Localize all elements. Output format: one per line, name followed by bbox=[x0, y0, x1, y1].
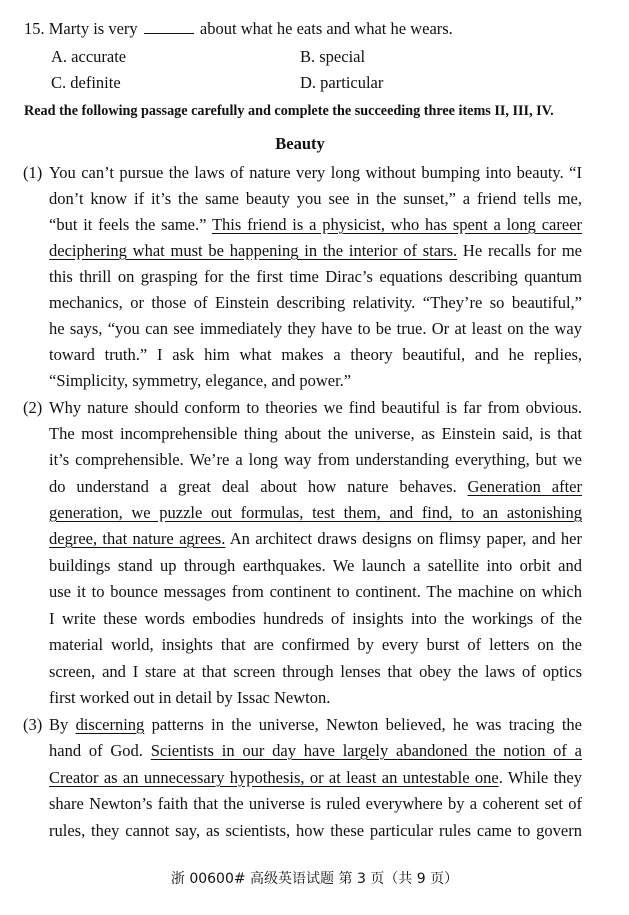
underlined-text: Generation after bbox=[467, 477, 582, 496]
answer-blank bbox=[144, 19, 194, 34]
passage-line: don’t know if it’s the same beauty you see in the sunset,” a friend tells me, bbox=[49, 189, 582, 208]
passage-line bbox=[49, 500, 582, 526]
passage-line: degree, that nature agrees. An architect draws designs on flimsy paper, and her bbox=[49, 529, 582, 548]
underlined-text: discerning bbox=[75, 715, 145, 734]
passage-line: he says, “you can see immediately they have to be true. Or at least on the way bbox=[49, 319, 582, 338]
paragraph-number: (3) bbox=[23, 715, 43, 734]
passage-line: I write these words embodies hundreds of insights into the workings of the bbox=[49, 609, 582, 628]
passage-line: hand of God. Scientists in our day have largely abandoned the notion of a bbox=[49, 741, 582, 760]
paragraph-number: (2) bbox=[23, 398, 43, 417]
underlined-text: generation, we puzzle out formulas, test them, and find, to an astonishing bbox=[49, 503, 582, 522]
passage-line: first worked out in detail by Issac Newton. bbox=[49, 688, 331, 707]
passage-title: Beauty bbox=[275, 134, 325, 153]
paragraph-number: (1) bbox=[23, 163, 43, 182]
underlined-text: Scientists in our day have largely abandoned the notion of a bbox=[150, 741, 582, 760]
passage-line: Creator as an unnecessary hypothesis, or at least an untestable one. While they bbox=[49, 768, 582, 787]
passage-line: deciphering what must be happening in the interior of stars. He recalls for me bbox=[49, 241, 582, 260]
option-d: D. particular bbox=[300, 73, 384, 92]
underlined-text: degree, that nature agrees. bbox=[49, 529, 226, 548]
passage-line: mechanics, or those of Einstein describing relativity. “They’re so beautiful,” bbox=[49, 293, 582, 312]
question-15-stem bbox=[24, 18, 453, 40]
passage-line: The most incomprehensible thing about the universe, as Einstein said, is that bbox=[49, 424, 582, 443]
question-stem-before: 15. Marty is very bbox=[24, 19, 138, 38]
passage-line: it’s comprehensible. We’re a long way from understanding everything, but we bbox=[49, 450, 582, 469]
passage-line: rules, they cannot say, as scientists, how these particular rules came to govern bbox=[49, 821, 582, 840]
option-b: B. special bbox=[300, 47, 366, 66]
passage-line: do understand a great deal about how nature behaves. Generation after bbox=[49, 477, 582, 496]
passage-line: share Newton’s faith that the universe is ruled everywhere by a coherent set of bbox=[49, 794, 582, 813]
passage-line: buildings stand up through earthquakes. We launch a satellite into orbit and bbox=[49, 556, 582, 575]
page-footer: 浙 00600# 高级英语试题 第 3 页（共 9 页） bbox=[170, 871, 459, 887]
underlined-text: deciphering what must be happening in the interior of stars. bbox=[49, 241, 458, 260]
question-stem-after: about what he eats and what he wears. bbox=[199, 19, 453, 38]
passage-line: “Simplicity, symmetry, elegance, and power.” bbox=[49, 371, 352, 390]
passage-line: You can’t pursue the laws of nature very long without bumping into beauty. “I bbox=[49, 163, 582, 182]
passage-line: screen, and I stare at that screen through lenses that obey the laws of optics bbox=[49, 662, 582, 681]
option-c: C. definite bbox=[51, 73, 121, 92]
underlined-text: This friend is a physicist, who has spent a long career bbox=[211, 215, 582, 234]
passage-line: this thrill on grasping for the first time Dirac’s equations describing quantum bbox=[49, 267, 582, 286]
passage-line: By discerning patterns in the universe, Newton believed, he was tracing the bbox=[49, 715, 582, 734]
underlined-text: Creator as an unnecessary hypothesis, or at least an untestable one bbox=[49, 768, 499, 787]
instruction-text: Read the following passage carefully and complete the succeeding three items II, III, IV. bbox=[24, 103, 554, 119]
passage-line: “but it feels the same.” This friend is a physicist, who has spent a long career bbox=[49, 215, 582, 234]
passage-line: material world, insights that are confirmed by every burst of letters on the bbox=[49, 635, 582, 654]
option-a: A. accurate bbox=[51, 47, 127, 66]
passage-line: Why nature should conform to theories we find beautiful is far from obvious. bbox=[49, 398, 582, 417]
passage-line: toward truth.” I ask him what makes a theory beautiful, and he replies, bbox=[49, 345, 582, 364]
passage-line: use it to bounce messages from continent to continent. The machine on which bbox=[49, 582, 582, 601]
